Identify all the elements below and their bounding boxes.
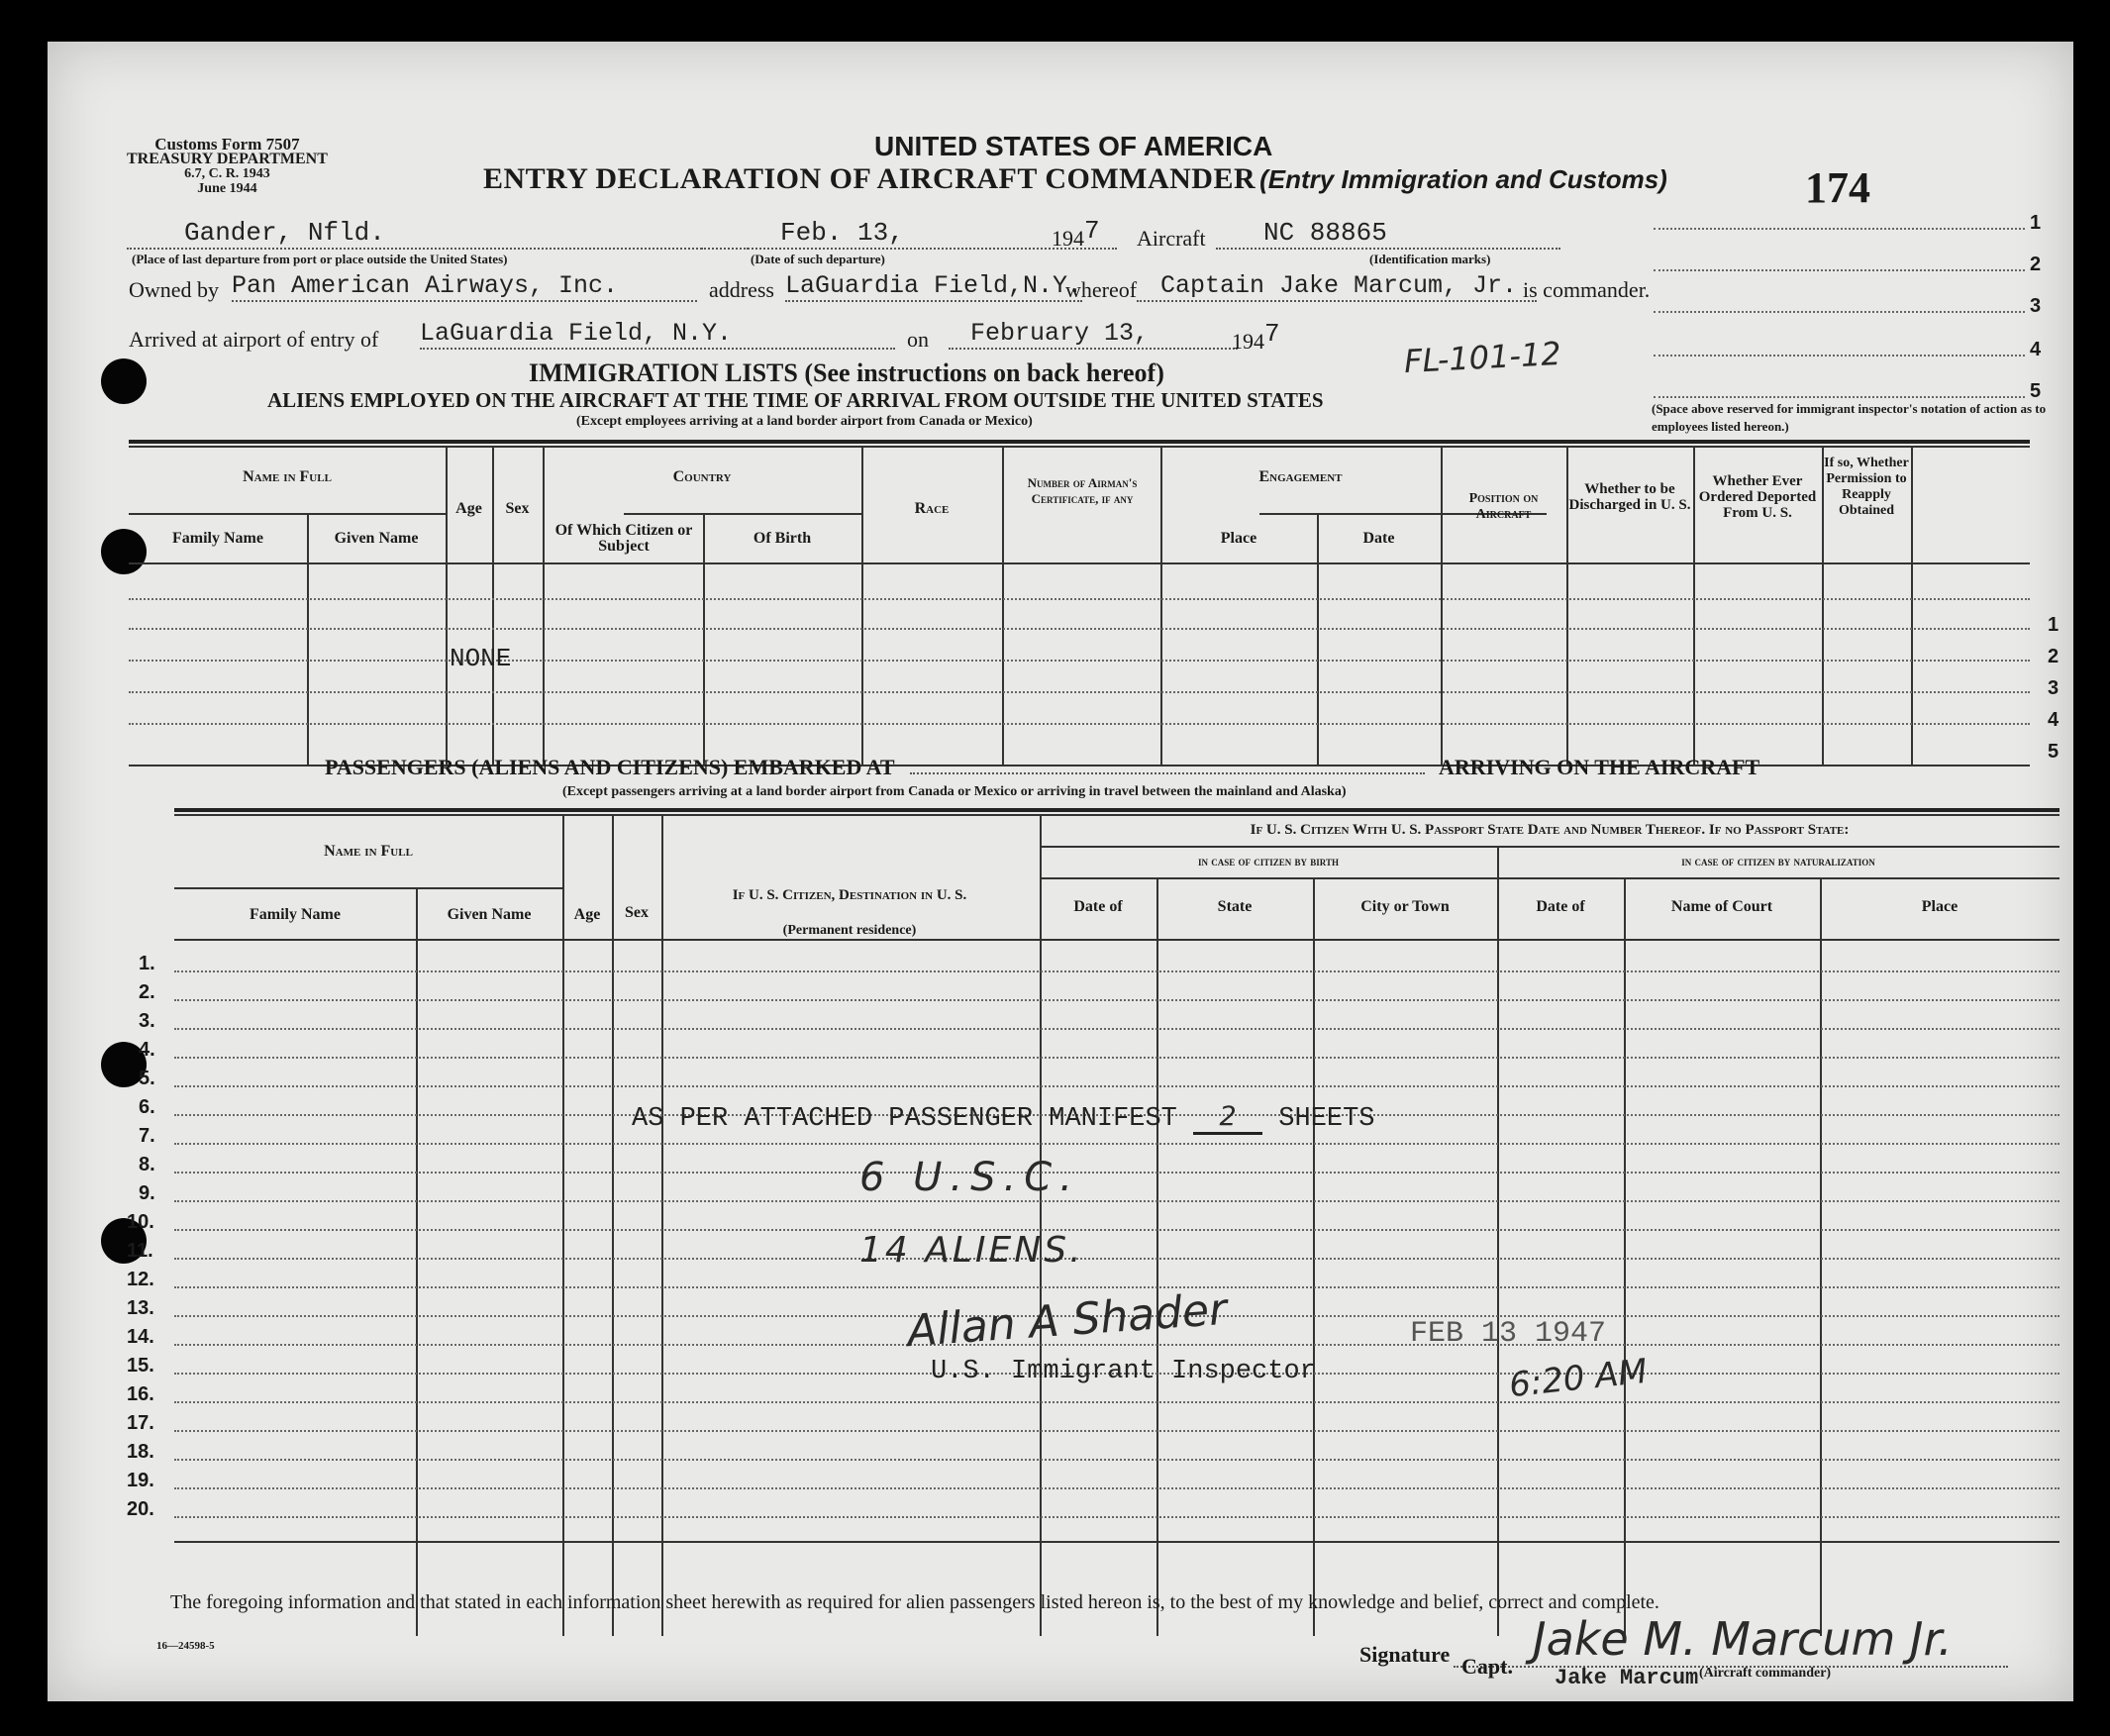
immigration-note: (Except employees arriving at a land border airport from Canada or Mexico) xyxy=(576,414,1033,429)
header-position: Position on Aircraft xyxy=(1468,491,1539,522)
header-airman-cert: Number of Airman's Certificate, if any xyxy=(1027,475,1138,506)
crew-entry: NONE xyxy=(450,644,512,673)
header-pax-age: Age xyxy=(573,906,601,923)
passengers-title: PASSENGERS (ALIENS AND CITIZENS) EMBARKED AT ARRIVING ON THE AIRCRAFT xyxy=(325,755,1760,779)
aircraft-id: NC 88865 xyxy=(1216,218,1560,250)
departure-date: Feb. 13, xyxy=(701,218,1117,250)
header-pax-destination-sub: (Permanent residence) xyxy=(782,923,917,938)
passengers-note: (Except passengers arriving at a land border airport from Canada or Mexico or arriving in travel between the mainland and Alaska) xyxy=(562,784,1347,799)
header-pax-city: City or Town xyxy=(1360,898,1450,915)
header-pax-date-of: Date of xyxy=(1073,898,1123,915)
header-pax-family-name: Family Name xyxy=(250,906,341,923)
arrival-airport: LaGuardia Field, N.Y. xyxy=(420,319,895,350)
address: LaGuardia Field,N.Y. xyxy=(785,271,1083,300)
header-family-name: Family Name xyxy=(172,530,263,547)
header-pax-place: Place xyxy=(1921,898,1959,915)
reserved-note: (Space above reserved for immigrant inspector's notation of action as to employees listed hereon.) xyxy=(1652,401,2047,434)
header-pax-given-name: Given Name xyxy=(447,906,532,923)
header-country: Country xyxy=(672,468,732,485)
departure-year: 1947 xyxy=(1052,216,1100,251)
header-engagement: Engagement xyxy=(1258,468,1343,485)
form-subtitle: (Entry Immigration and Customs) xyxy=(1259,164,1667,194)
header-pax-destination: If U. S. Citizen, Destination in U. S. xyxy=(732,887,967,903)
address-label: address xyxy=(709,277,774,302)
header-pax-by-birth: in case of citizen by birth xyxy=(1198,854,1339,868)
is-commander-label: is commander. xyxy=(1523,277,1651,302)
owner: Pan American Airways, Inc. xyxy=(232,271,697,302)
punch-hole xyxy=(101,358,147,404)
typed-name: Jake Marcum xyxy=(1555,1666,1699,1690)
header-pax-date-of-nat: Date of xyxy=(1536,898,1585,915)
header-engagement-place: Place xyxy=(1220,530,1257,547)
embarked-at-field xyxy=(910,772,1425,774)
file-note: FL-101-12 xyxy=(1403,334,1562,381)
arrival-year: 1947 xyxy=(1232,319,1280,354)
aircraft-caption: (Identification marks) xyxy=(1369,252,1491,266)
crew-table: Name in Full Family Name Given Name Age Sex Country Of Which Citizen or Subject Of Birth Race Number of Airman's Certificate, if any Engagement Place Date Position on Aircraft Whether to be Discharged in U. S. Whether Ever Ordered Deported From U. S. If so, Whether Permission to Reapply Obtained 1 2 3 4 5 NONE xyxy=(129,440,2060,766)
header-pax-by-naturalization: in case of citizen by naturalization xyxy=(1681,854,1875,868)
passenger-table: Name in Full Family Name Given Name Age Sex If U. S. Citizen, Destination in U. S. (Permanent residence) If U. S. Citizen With U. S. Passport State Date and Number Thereof. If no Passport State: in case of citizen by birth in case of citizen by naturalization Date of State City or Town Date of Name of Court Place 1. 2. 3. 4. 5. 6. 7. 8. 9. 10. 11. 12. 13. 14. 15. 16. 17. 18. 19. 20. xyxy=(127,808,2067,1660)
reserved-lines: 1 2 3 4 5 xyxy=(1654,216,2046,444)
manifest-note: AS PER ATTACHED PASSENGER MANIFEST 2 SHEETS xyxy=(632,1101,1375,1134)
header-age: Age xyxy=(455,500,482,517)
departure-place-caption: (Place of last departure from port or place outside the United States) xyxy=(132,252,508,266)
form-title-main: ENTRY DECLARATION OF AIRCRAFT COMMANDER xyxy=(483,162,1256,195)
header-engagement-date: Date xyxy=(1362,530,1395,547)
alien-count: 14 ALIENS. xyxy=(859,1230,1084,1271)
whereof-label: whereof xyxy=(1065,277,1138,302)
departure-date-caption: (Date of such departure) xyxy=(751,252,885,266)
header-pax-sex: Sex xyxy=(625,904,649,921)
header-permission: If so, Whether Permission to Reapply Obtained xyxy=(1824,456,1909,518)
signature-label: Signature xyxy=(1359,1642,1451,1667)
arrived-label: Arrived at airport of entry of xyxy=(129,327,379,352)
form-identifier xyxy=(127,137,328,196)
header-given-name: Given Name xyxy=(334,530,419,547)
commander: Captain Jake Marcum, Jr. xyxy=(1137,271,1537,302)
commander-signature: Jake M. Marcum Jr. xyxy=(1533,1612,1953,1666)
header-pax-state: State xyxy=(1217,898,1253,915)
header-sex: Sex xyxy=(505,500,530,517)
us-citizen-count: 6 U.S.C. xyxy=(859,1155,1080,1200)
header-pax-name-in-full: Name in Full xyxy=(324,843,413,860)
header-deported: Whether Ever Ordered Deported From U. S. xyxy=(1698,473,1817,521)
header-of-birth: Of Birth xyxy=(753,530,812,547)
inspector-title: U.S. Immigrant Inspector xyxy=(931,1357,1316,1386)
certification-text: The foregoing information and that stated in each information sheet herewith as required for alien passengers listed hereon is, to the best of my knowledge and belief, correct and complete. xyxy=(170,1591,1659,1613)
owned-by-label: Owned by xyxy=(129,277,220,302)
arrival-date: February 13, xyxy=(949,319,1238,350)
signature-caption: (Aircraft commander) xyxy=(1699,1666,1832,1681)
header-citizen-of: Of Which Citizen or Subject xyxy=(554,522,693,555)
department: TREASURY DEPARTMENT xyxy=(127,151,328,167)
inspector-signature: Allan A Shader xyxy=(905,1283,1229,1358)
header-pax-court: Name of Court xyxy=(1670,898,1773,915)
inspection-time: 6:20 AM xyxy=(1507,1351,1650,1406)
immigration-subtitle: ALIENS EMPLOYED ON THE AIRCRAFT AT THE TIME OF ARRIVAL FROM OUTSIDE THE UNITED STATES xyxy=(267,388,1324,412)
header-discharged: Whether to be Discharged in U. S. xyxy=(1568,481,1691,513)
header-pax-passport: If U. S. Citizen With U. S. Passport State Date and Number Thereof. If no Passport State: xyxy=(1250,822,1850,838)
header-name-in-full: Name in Full xyxy=(243,468,332,485)
manifest-count: 2 xyxy=(1193,1101,1262,1135)
header-race: Race xyxy=(914,500,950,517)
form-serial-number: 174 xyxy=(1805,163,1870,212)
form-date: June 1944 xyxy=(197,181,257,196)
form-page xyxy=(48,42,2073,1701)
departure-place: Gander, Nfld. xyxy=(127,218,749,250)
regulation: 6.7, C. R. 1943 xyxy=(184,166,270,181)
aircraft-label: Aircraft xyxy=(1137,226,1206,251)
immigration-title: IMMIGRATION LISTS (See instructions on back hereof) xyxy=(529,358,1164,387)
print-code: 16—24598-5 xyxy=(156,1640,215,1652)
form-title xyxy=(483,162,1667,196)
inspection-stamp-date: FEB 13 1947 xyxy=(1410,1317,1607,1351)
on-label: on xyxy=(907,327,929,352)
capt-prefix: Capt. xyxy=(1461,1654,1513,1679)
customs-form-number: Customs Form 7507 xyxy=(154,135,300,153)
country-heading: UNITED STATES OF AMERICA xyxy=(874,131,1273,161)
